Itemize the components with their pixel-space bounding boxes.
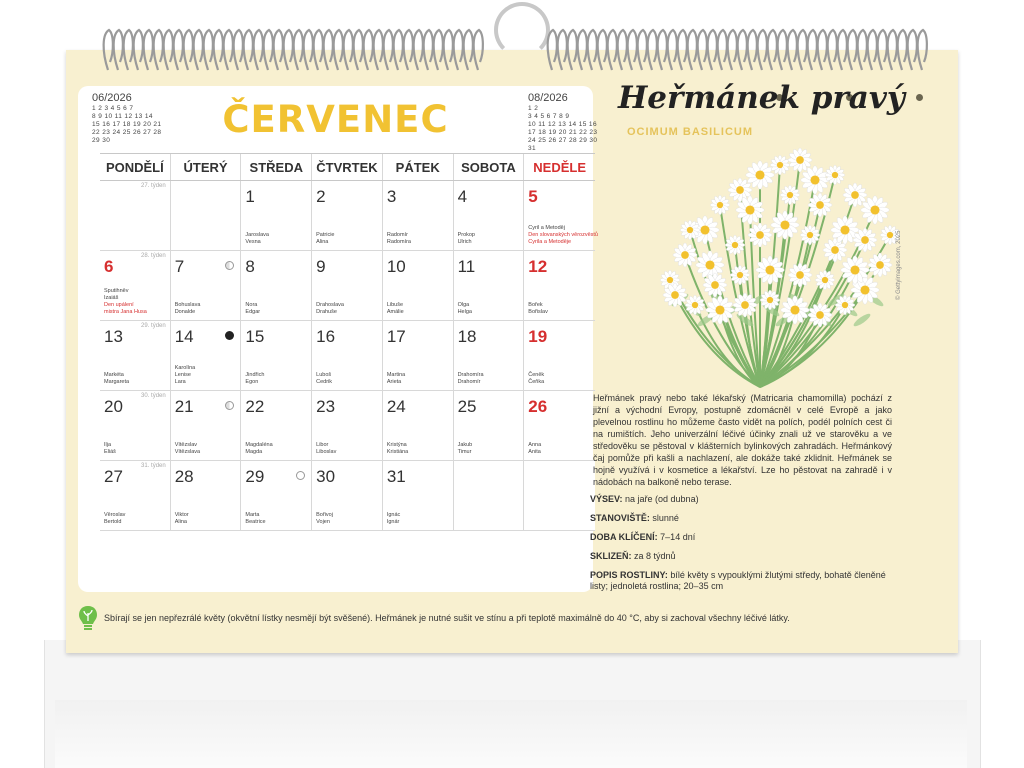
day-number: 17: [386, 327, 406, 346]
tip-text: Sbírají se jen nepřezrálé květy (okvětní lístky nesmějí být svěšené). Heřmánek je nutné sušit ve stínu a při teplotě maximálně do 40 °C, aby si zachoval všechny léčivé látky.: [104, 613, 790, 623]
name-day: [528, 225, 598, 246]
spiral-coil: [354, 30, 363, 70]
day-number: 3: [386, 187, 397, 206]
spiral-coil: [858, 30, 867, 70]
spiral-coil: [324, 30, 333, 70]
spiral-coil: [738, 30, 747, 70]
day-number: 22: [245, 397, 265, 416]
spiral-coil: [618, 30, 627, 70]
name-day: [528, 372, 544, 386]
name-day: [175, 365, 196, 386]
new-moon-icon: [296, 471, 305, 480]
day-cell-1[interactable]: [241, 181, 312, 250]
day-cell-13[interactable]: [100, 321, 171, 390]
spiral-coil: [848, 30, 857, 70]
day-cell-31[interactable]: [383, 461, 454, 530]
day-number: 5: [528, 187, 538, 206]
spiral-coil: [104, 30, 113, 70]
weekday-5: PÁTEK: [383, 154, 454, 180]
spiral-coil: [748, 30, 757, 70]
day-cell-11[interactable]: [454, 251, 525, 320]
fact-value: na jaře (od dubna): [622, 494, 699, 504]
name-day: [245, 512, 265, 526]
spiral-coil: [224, 30, 233, 70]
day-number: 1: [245, 187, 255, 206]
holiday-text: Den slovanských věrozvěstů Cyrila a Metoděje: [528, 232, 598, 245]
day-cell-17[interactable]: [383, 321, 454, 390]
name-day-text: Ilja Eliáš: [104, 442, 116, 455]
name-day-text: Martina Arieta: [386, 372, 406, 385]
name-day: [316, 512, 333, 526]
week-number: 27. týden: [141, 183, 166, 189]
spiral-coil: [364, 30, 373, 70]
spiral-coil: [414, 30, 423, 70]
spiral-coil: [314, 30, 323, 70]
name-day-text: Cyril a Metoděj: [528, 225, 565, 231]
day-number: 9: [316, 257, 326, 276]
day-number: 2: [316, 187, 326, 206]
week-number: 31. týden: [141, 463, 166, 469]
weekday-3: STŘEDA: [241, 154, 312, 180]
name-day-text: Luboš Cedrik: [316, 372, 333, 385]
day-number: 10: [386, 257, 406, 276]
next-row: 3 4 5 6 7 8 9: [528, 113, 570, 120]
spiral-coil: [424, 30, 433, 70]
weekday-1: PONDĚLÍ: [100, 154, 171, 180]
name-day: [316, 302, 344, 316]
spiral-coil: [818, 30, 827, 70]
day-number: 4: [457, 187, 468, 206]
fact-item: [590, 570, 893, 592]
day-cell-empty: [171, 181, 242, 250]
week-row: [100, 391, 595, 461]
day-cell-29[interactable]: [241, 461, 312, 530]
week-row: [100, 461, 595, 531]
spiral-coil: [888, 30, 897, 70]
week-number: 28. týden: [141, 253, 166, 259]
month-calendar: [78, 86, 598, 592]
spiral-coil: [898, 30, 907, 70]
day-cell-28[interactable]: [171, 461, 242, 530]
name-day: [104, 288, 147, 316]
name-day-text: Patricie Alina: [316, 232, 335, 245]
fact-label: VÝSEV:: [590, 494, 623, 504]
spiral-coil: [908, 30, 917, 70]
next-month-title: 08/2026: [528, 92, 568, 104]
spiral-coil: [668, 30, 677, 70]
day-number: 25: [457, 397, 477, 416]
name-day: [175, 302, 201, 316]
day-cell-7[interactable]: [171, 251, 242, 320]
day-cell-empty: [100, 181, 171, 250]
spiral-coil: [608, 30, 617, 70]
name-day: [458, 232, 475, 246]
day-number: 31: [386, 467, 406, 486]
day-number: 16: [316, 327, 336, 346]
day-number: 6: [104, 257, 114, 276]
spiral-coil: [568, 30, 577, 70]
fact-item: [590, 532, 893, 543]
name-day-text: Kristýna Kristiána: [386, 442, 409, 455]
name-day-text: Karolína Lenise Lara: [174, 365, 196, 385]
spiral-coil: [114, 30, 123, 70]
spiral-coil: [454, 30, 463, 70]
day-cell-24[interactable]: [383, 391, 454, 460]
name-day-text: Olga Helga: [457, 302, 472, 315]
name-day-text: Bořek Bořislav: [528, 302, 548, 315]
spiral-coil: [204, 30, 213, 70]
spiral-coil: [464, 30, 473, 70]
punch-hole: [916, 94, 923, 101]
calendar-stand-bottom: [55, 700, 967, 768]
weekday-header: [100, 154, 595, 181]
fact-label: STANOVIŠTĚ:: [590, 513, 650, 523]
spiral-coil: [878, 30, 887, 70]
chamomile-illustration: [610, 135, 910, 390]
chamomile-bloom: [868, 253, 892, 277]
spiral-coil: [558, 30, 567, 70]
spiral-coil: [718, 30, 727, 70]
spiral-coil: [174, 30, 183, 70]
name-day-text: Radomír Radomíra: [386, 232, 411, 245]
prev-row: 1 2 3 4 5 6 7: [92, 105, 134, 112]
name-day: [458, 372, 484, 386]
day-number: 14: [174, 327, 194, 346]
name-day: [316, 442, 336, 456]
full-moon-icon: [225, 331, 234, 340]
day-cell-14[interactable]: [171, 321, 242, 390]
name-day-text: Jindřich Egon: [245, 372, 265, 385]
next-month-mini: [528, 92, 597, 153]
spiral-coil: [384, 30, 393, 70]
spiral-coil: [474, 30, 483, 70]
plant-title: Heřmánek pravý: [618, 80, 905, 116]
day-cell-26[interactable]: [524, 391, 595, 460]
day-cell-empty: [454, 461, 525, 530]
spiral-coil: [344, 30, 353, 70]
weekday-4: ČTVRTEK: [312, 154, 383, 180]
spiral-coil: [778, 30, 787, 70]
week-number: 29. týden: [141, 323, 166, 329]
half-moon-icon: [225, 261, 234, 270]
day-cell-15[interactable]: [241, 321, 312, 390]
plant-latin-name: OCIMUM BASILICUM: [627, 126, 753, 138]
weekday-2: ÚTERÝ: [171, 154, 242, 180]
spiral-coil: [394, 30, 403, 70]
chamomile-bloom: [770, 155, 790, 175]
fact-label: DOBA KLÍČENÍ:: [590, 532, 658, 542]
weekday-6: SOBOTA: [454, 154, 525, 180]
spiral-coil: [708, 30, 717, 70]
fact-item: [590, 513, 893, 524]
spiral-coil: [284, 30, 293, 70]
spiral-coil: [264, 30, 273, 70]
day-number: 29: [245, 467, 265, 486]
day-cell-30[interactable]: [312, 461, 383, 530]
name-day-text: Ignác Ignár: [386, 512, 401, 525]
spiral-coil: [434, 30, 443, 70]
spiral-coil: [164, 30, 173, 70]
spiral-coil: [154, 30, 163, 70]
name-day: [458, 442, 473, 456]
prev-row: 8 9 10 11 12 13 14: [92, 113, 153, 120]
day-cell-10[interactable]: [383, 251, 454, 320]
day-number: 23: [316, 397, 336, 416]
day-number: 19: [528, 327, 548, 346]
name-day: [175, 442, 200, 456]
spiral-coil: [648, 30, 657, 70]
next-row: 24 25 26 27 28 29 30: [528, 137, 598, 144]
name-day-text: Prokop Ulrich: [457, 232, 475, 245]
weekday-7: NEDĚLE: [533, 159, 586, 175]
spiral-coil: [728, 30, 737, 70]
name-day: [528, 442, 541, 456]
name-day: [104, 512, 125, 526]
name-day: [387, 442, 408, 456]
day-number: 20: [104, 397, 123, 416]
name-day: [387, 372, 405, 386]
plant-description: Heřmánek pravý nebo také lékařský (Matricaria chamomilla) pochází z jižní a východní Evropy, postupně zdomácněl v celé Evropě a jako plevelnou rostlinu ho můžeme často vidět na polích, podél polních cest či na rumištích. Jeho univerzální léčivé účinky znali už ve starověku a ve středověku se pěstoval v klášterních bylinkových zahradách. Heřmánkový čaj pomůže při kašli a nachlazení, ale dokáže také zklidnit. Heřmánek se hojně využívá i v kosmetice a lékařství. Lze ho pěstovat na zahradě i v nádobách na balkoně nebo terase.: [593, 393, 892, 487]
name-day: [316, 372, 332, 386]
chamomile-bloom: [673, 243, 697, 267]
spiral-coil: [548, 30, 557, 70]
name-day-text: Marta Beatrice: [245, 512, 266, 525]
chamomile-bloom: [788, 263, 812, 287]
week-row: [100, 321, 595, 391]
name-day: [528, 302, 548, 316]
spiral-coil: [124, 30, 133, 70]
lightbulb-icon: [78, 605, 98, 633]
name-day: [175, 512, 189, 526]
name-day: [387, 512, 400, 526]
name-day: [245, 302, 260, 316]
spiral-coil: [798, 30, 807, 70]
spiral-coil: [918, 30, 927, 70]
spiral-coil: [304, 30, 313, 70]
spiral-coil: [404, 30, 413, 70]
day-cell-12[interactable]: [524, 251, 595, 320]
fact-item: [590, 551, 893, 562]
name-day-text: Markéta Margareta: [104, 372, 130, 385]
spiral-coil: [334, 30, 343, 70]
name-day-text: Sputihněv Izaiáš: [104, 288, 129, 301]
day-cell-4[interactable]: [454, 181, 525, 250]
spiral-coil: [758, 30, 767, 70]
day-number: 12: [528, 257, 548, 276]
name-day: [387, 302, 404, 316]
name-day: [104, 442, 116, 456]
spiral-coil: [234, 30, 243, 70]
name-day: [458, 302, 472, 316]
next-row: 17 18 19 20 21 22 23: [528, 129, 598, 136]
month-title: ČERVENEC: [222, 98, 449, 141]
next-row: 10 11 12 13 14 15 16: [528, 121, 597, 128]
spiral-coil: [678, 30, 687, 70]
name-day-text: Drahoslava Drahuše: [316, 302, 344, 315]
spiral-coil: [578, 30, 587, 70]
spiral-coil: [134, 30, 143, 70]
spiral-coil: [868, 30, 877, 70]
name-day-text: Viktor Alina: [174, 512, 189, 525]
day-cell-16[interactable]: [312, 321, 383, 390]
day-cell-25[interactable]: [454, 391, 525, 460]
name-day: [104, 372, 129, 386]
tip-bar: [78, 603, 958, 639]
day-cell-27[interactable]: [100, 461, 171, 530]
spiral-coil: [598, 30, 607, 70]
name-day-text: Věroslav Bertold: [104, 512, 126, 525]
day-number: 21: [174, 397, 194, 416]
name-day: [245, 372, 264, 386]
spiral-coil: [444, 30, 453, 70]
day-number: 26: [528, 397, 548, 416]
prev-row: 15 16 17 18 19 20 21: [92, 121, 162, 128]
holiday-text: Den upálení mistra Jana Husa: [104, 302, 147, 315]
name-day-text: Drahomíra Drahomír: [457, 372, 484, 385]
day-number: 27: [104, 467, 123, 486]
day-cell-20[interactable]: [100, 391, 171, 460]
day-number: 18: [457, 327, 477, 346]
spiral-coil: [294, 30, 303, 70]
fact-value: 7–14 dní: [657, 532, 696, 542]
spiral-coil: [374, 30, 383, 70]
day-number: 13: [104, 327, 123, 346]
day-number: 11: [457, 257, 476, 276]
name-day-text: Čeněk Čeňka: [528, 372, 545, 385]
day-number: 28: [174, 467, 194, 486]
week-row: [100, 181, 598, 251]
spiral-coil: [658, 30, 667, 70]
prev-month-title: 06/2026: [92, 92, 132, 104]
fact-label: SKLIZEŇ:: [590, 551, 632, 561]
prev-row: 29 30: [92, 137, 111, 144]
name-day-text: Vítězslav Vítězslava: [174, 442, 201, 455]
week-number: 30. týden: [141, 393, 166, 399]
day-number: 30: [316, 467, 336, 486]
day-cell-19[interactable]: [524, 321, 595, 390]
name-day-text: Libuše Amálie: [386, 302, 404, 315]
spiral-coil: [244, 30, 253, 70]
day-number: 24: [386, 397, 406, 416]
fact-label: POPIS ROSTLINY:: [590, 570, 668, 580]
plant-facts: [590, 494, 893, 600]
prev-row: 22 23 24 25 26 27 28: [92, 129, 162, 136]
name-day: [316, 232, 334, 246]
chamomile-bloom: [710, 195, 730, 215]
chamomile-bloom: [703, 273, 727, 297]
spiral-coil: [688, 30, 697, 70]
fact-value: slunné: [649, 513, 679, 523]
day-cell-9[interactable]: [312, 251, 383, 320]
spiral-coil: [588, 30, 597, 70]
spiral-coil: [254, 30, 263, 70]
name-day: [245, 442, 272, 456]
next-row: 1 2: [528, 105, 539, 112]
name-day-text: Jakub Timur: [457, 442, 473, 455]
spiral-coil: [274, 30, 283, 70]
spiral-coil: [768, 30, 777, 70]
day-number: 15: [245, 327, 265, 346]
day-cell-22[interactable]: [241, 391, 312, 460]
spiral-binding: [100, 22, 932, 72]
name-day-text: Magdaléna Magda: [245, 442, 273, 455]
day-cell-6[interactable]: [100, 251, 171, 320]
spiral-coil: [828, 30, 837, 70]
day-cell-21[interactable]: [171, 391, 242, 460]
spiral-coil: [808, 30, 817, 70]
fact-value: bílé květy s vypouklými žlutými středy, bohatě členěné listy; jednoletá rostlina; 20–35 cm: [590, 570, 886, 591]
day-cell-2[interactable]: [312, 181, 383, 250]
day-cell-8[interactable]: [241, 251, 312, 320]
spiral-coil: [144, 30, 153, 70]
calendar-grid: [100, 153, 598, 531]
day-number: 7: [174, 257, 185, 276]
half-moon-icon: [225, 401, 234, 410]
day-cell-empty: [524, 461, 595, 530]
day-cell-5[interactable]: [524, 181, 598, 250]
name-day: [387, 232, 411, 246]
name-day-text: Bohuslava Donalde: [174, 302, 201, 315]
spiral-coil: [194, 30, 203, 70]
name-day-text: Nora Edgar: [245, 302, 261, 315]
spiral-coil: [838, 30, 847, 70]
spiral-coil: [638, 30, 647, 70]
spiral-coil: [628, 30, 637, 70]
spiral-coil: [184, 30, 193, 70]
next-row: 31: [528, 145, 537, 152]
name-day-text: Libor Liboslav: [316, 442, 337, 455]
fact-value: za 8 týdnů: [631, 551, 676, 561]
name-day-text: Jaroslava Vesna: [245, 232, 269, 245]
day-cell-23[interactable]: [312, 391, 383, 460]
image-copyright: © Gettyimages.com, 2025: [896, 230, 902, 300]
fact-item: [590, 494, 893, 505]
name-day-text: Anna Anita: [528, 442, 542, 455]
day-number: 8: [245, 257, 255, 276]
day-cell-3[interactable]: [383, 181, 454, 250]
day-cell-18[interactable]: [454, 321, 525, 390]
name-day-text: Bořivoj Vojen: [316, 512, 333, 525]
spiral-coil: [788, 30, 797, 70]
name-day: [245, 232, 269, 246]
spiral-coil: [214, 30, 223, 70]
spiral-coil: [698, 30, 707, 70]
week-row: [100, 251, 595, 321]
